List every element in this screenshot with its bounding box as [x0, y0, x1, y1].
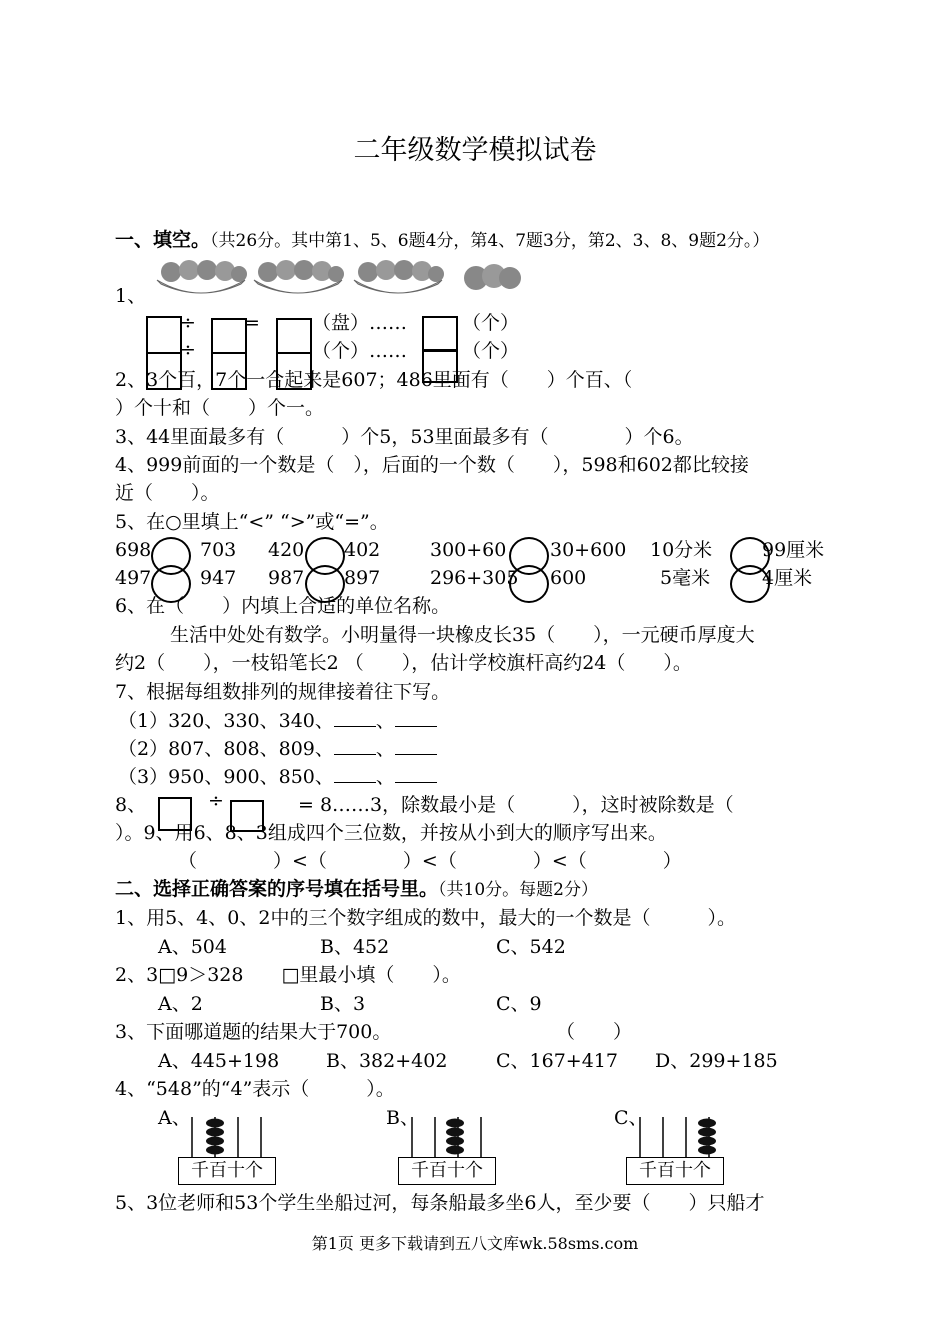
abacus-rods-icon [178, 1113, 278, 1159]
answer-box[interactable] [276, 318, 312, 354]
abacus-rods-icon [398, 1113, 498, 1159]
q3-text: 3、44里面最多有（ ）个5，53里面最多有（ ）个6。 [115, 426, 694, 448]
q6-intro: 6、在（ ）内填上合适的单位名称。 [115, 595, 451, 617]
q6-line1: 生活中处处有数学。小明量得一块橡皮长35（ ），一元硬币厚度大 [170, 624, 755, 646]
fill-blank[interactable] [334, 764, 376, 783]
compare-right: 99厘米 [762, 539, 825, 561]
answer-box[interactable] [146, 316, 182, 354]
compare-circle[interactable] [509, 565, 549, 603]
q7-intro: 7、根据每组数排列的规律接着往下写。 [115, 681, 451, 703]
compare-right: 4厘米 [762, 567, 813, 589]
compare-left: 497 [115, 567, 152, 589]
unit-ge-left-text: （个）…… [312, 340, 408, 362]
q7-separator: 、 [375, 738, 395, 760]
q4-line2: 近（ ）。 [115, 482, 220, 504]
s2-q1: 1、用5、4、0、2中的三个数字组成的数中，最大的一个数是（ ）。 [115, 907, 736, 929]
plate-of-peaches-image [352, 258, 444, 298]
compare-left: 420 [268, 539, 305, 561]
option-a: A、445+198 [158, 1050, 280, 1072]
abacus-c [626, 1113, 726, 1185]
compare-right: 402 [344, 539, 381, 561]
option-a: A、504 [158, 936, 227, 958]
s2-q2: 2、3□9＞328 □里最小填（ ）。 [115, 964, 461, 986]
s2-q5: 5、3位老师和53个学生坐船过河，每条船最多坐6人，至少要（ ）只船才 [115, 1192, 765, 1214]
abacus-place-label: 千百十个 [626, 1157, 724, 1185]
option-c: C、167+417 [496, 1050, 618, 1072]
compare-left: 698 [115, 539, 152, 561]
compare-right: 947 [200, 567, 237, 589]
section2-heading [115, 877, 598, 902]
fill-blank[interactable] [334, 708, 376, 727]
compare-left: 296+305 [430, 567, 519, 589]
q6-line2: 约2（ ），一枝铅笔长2 （ ），估计学校旗杆高约24（ ）。 [115, 652, 692, 674]
fill-blank[interactable] [395, 708, 437, 727]
fill-blank[interactable] [334, 736, 376, 755]
equals-sign: = [244, 312, 260, 334]
s2-q4: 4、“548”的“4”表示（ ）。 [115, 1078, 395, 1100]
option-b: B、3 [320, 993, 366, 1015]
section1-header: 一、填空。 [115, 229, 211, 251]
q8-line2: ）。9、用6、8、3组成四个三位数，并按从小到大的顺序写出来。 [115, 822, 667, 844]
option-c: C、9 [496, 993, 542, 1015]
option-b: B、382+402 [326, 1050, 448, 1072]
division-sign: ÷ [180, 339, 196, 361]
page-footer: 第1页 更多下载请到五八文库wk.58sms.com [311, 1234, 639, 1253]
abacus-rods-icon [626, 1113, 726, 1159]
compare-left: 10分米 [650, 539, 713, 561]
unit-plate-text: （盘）…… [312, 312, 408, 334]
option-b: B、 [386, 1107, 419, 1129]
q1-label: 1、 [115, 285, 147, 307]
compare-right: 703 [200, 539, 237, 561]
abacus-place-label: 千百十个 [178, 1157, 276, 1185]
option-d: D、299+185 [655, 1050, 778, 1072]
q8-division-sign: ÷ [208, 790, 224, 812]
fill-blank[interactable] [395, 736, 437, 755]
answer-box[interactable] [422, 316, 458, 352]
q7-separator: 、 [375, 766, 395, 788]
unit-ge-text: （个） [462, 312, 520, 334]
q9-order: （ ）<（ ）<（ ）<（ ） [178, 850, 682, 872]
compare-left: 300+60 [430, 539, 507, 561]
compare-left: 987 [268, 567, 305, 589]
q8-text: = 8……3，除数最小是（ ），这时被除数是（ [298, 794, 734, 816]
q2-line2: ）个十和（ ）个一。 [115, 397, 325, 419]
abacus-place-label: 千百十个 [398, 1157, 496, 1185]
abacus-a [178, 1113, 278, 1185]
division-sign: ÷ [180, 312, 196, 334]
compare-right: 600 [550, 567, 587, 589]
answer-paren: （ ） [556, 1021, 633, 1043]
section2-header: 二、选择正确答案的序号填在括号里。 [115, 878, 439, 900]
q2-line1: 2、3个百，7个一合起来是607；486里面有（ ）个百、（ [115, 369, 633, 391]
q7-sequence: （3）950、900、850、 [118, 766, 334, 788]
s2-q3: 3、下面哪道题的结果大于700。 [115, 1021, 392, 1043]
q7-sequence: （1）320、330、340、 [118, 710, 334, 732]
plate-of-peaches-image [155, 258, 247, 298]
answer-box[interactable] [211, 318, 247, 354]
q7-separator: 、 [375, 710, 395, 732]
plate-of-peaches-image [252, 258, 344, 298]
option-b: B、452 [320, 936, 390, 958]
loose-peaches-image [462, 258, 522, 298]
unit-ge-text: （个） [462, 340, 520, 362]
fill-blank[interactable] [395, 764, 437, 783]
q7-sequence: （2）807、808、809、 [118, 738, 334, 760]
compare-right: 30+600 [550, 539, 627, 561]
option-c: C、542 [496, 936, 566, 958]
section2-note: （共10分。每题2分） [438, 880, 598, 900]
q7-row [118, 736, 437, 761]
section1-note: （共26分。其中第1、5、6题4分，第4、7题3分，第2、3、8、9题2分。） [210, 231, 770, 251]
q7-row [118, 708, 437, 733]
q8-label: 8、 [115, 794, 147, 816]
compare-right: 897 [344, 567, 381, 589]
abacus-b [398, 1113, 498, 1185]
option-a: A、 [158, 1107, 191, 1129]
section1-heading [115, 228, 769, 253]
compare-left: 5毫米 [660, 567, 711, 589]
q7-row [118, 764, 437, 789]
q4-line1: 4、999前面的一个数是（ ），后面的一个数（ ），598和602都比较接 [115, 454, 749, 476]
option-a: A、2 [158, 993, 203, 1015]
q5-intro: 5、在○里填上“<” “>”或“=”。 [115, 511, 389, 533]
page-title: 二年级数学模拟试卷 [353, 135, 597, 166]
option-c: C、 [614, 1107, 648, 1129]
